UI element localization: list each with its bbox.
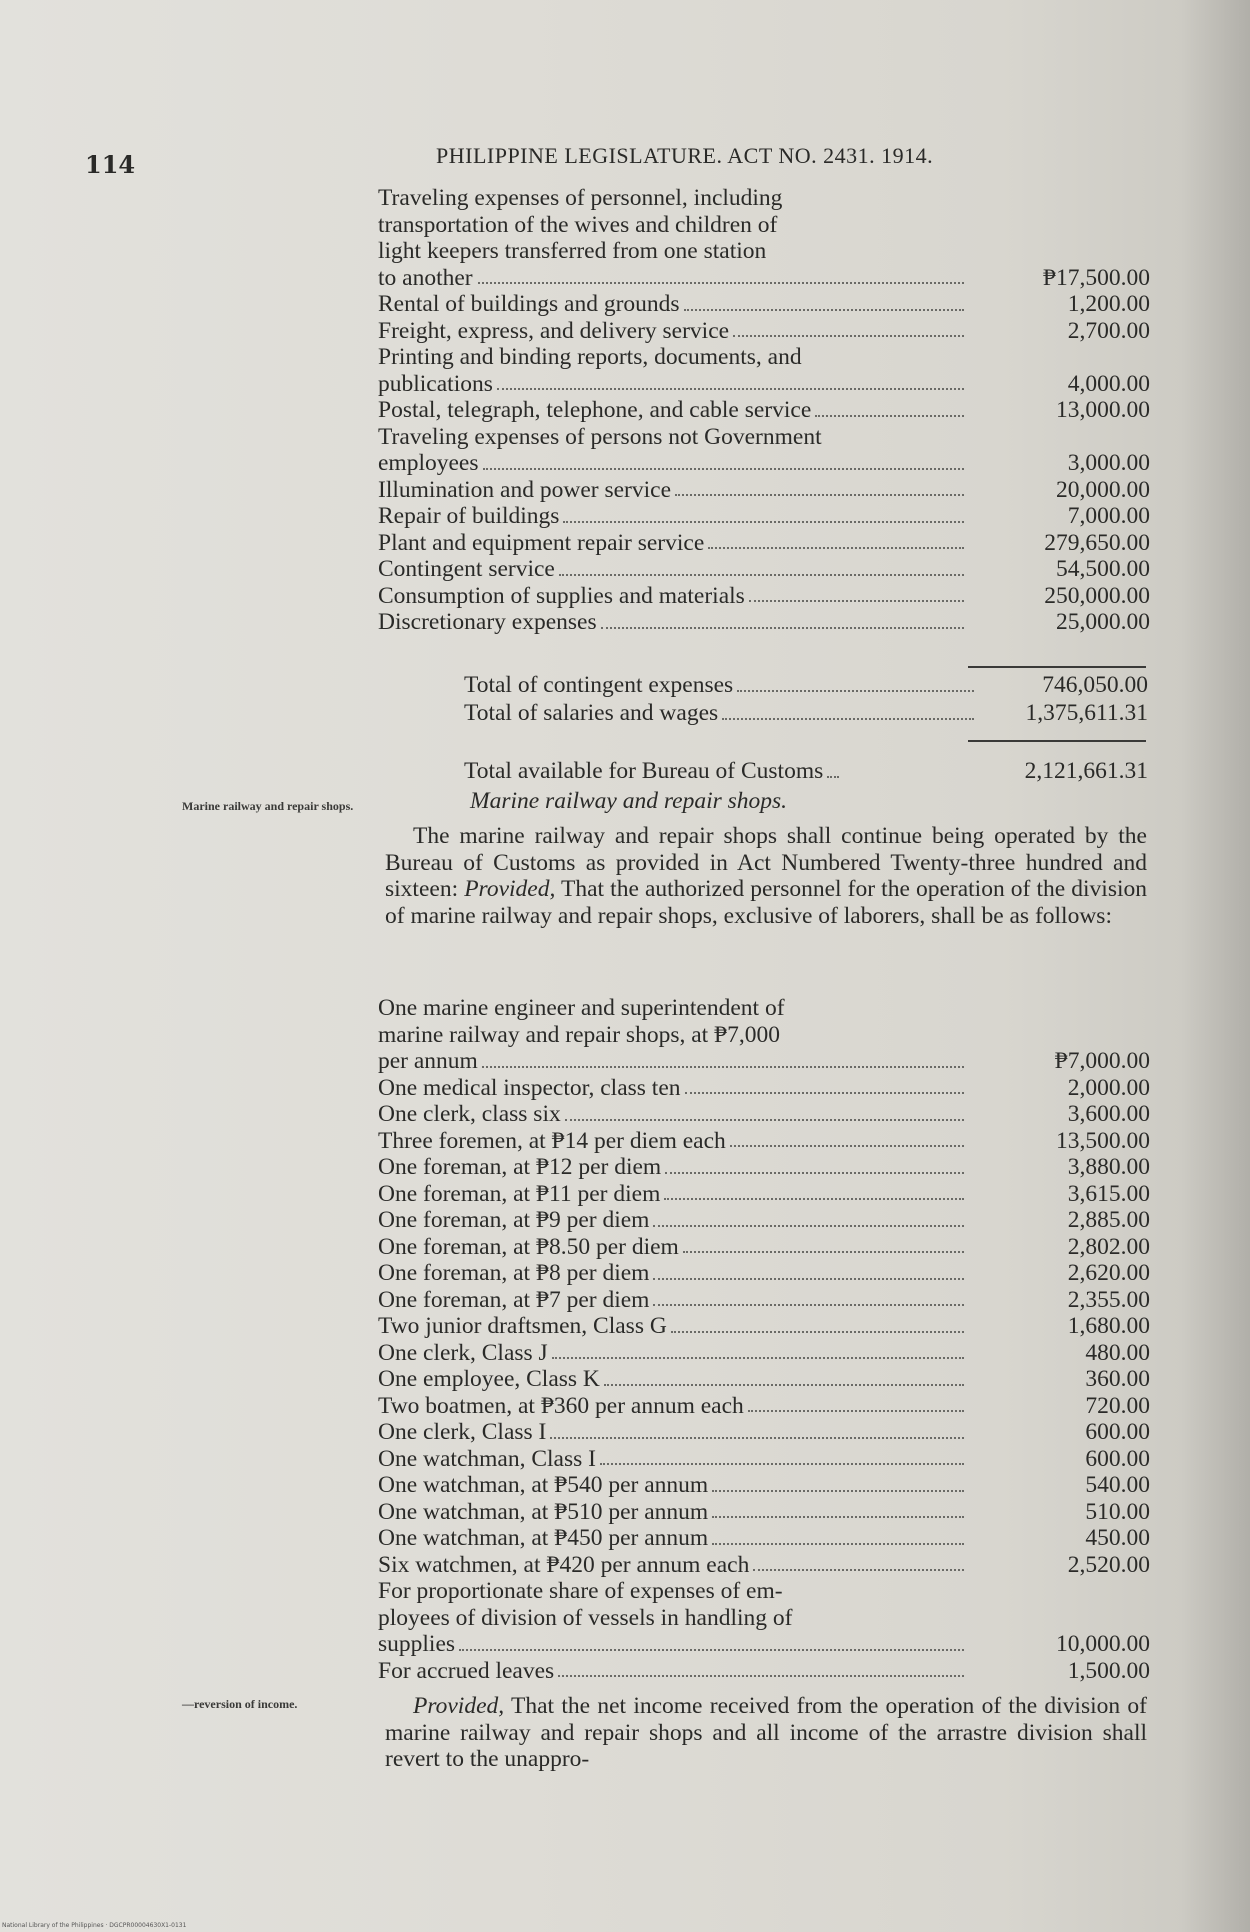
contingent-item-label-line: transportation of the wives and children of bbox=[378, 211, 778, 238]
leader-dots bbox=[600, 1463, 964, 1465]
leader-dots bbox=[565, 1119, 964, 1121]
contingent-item-label: Postal, telegraph, telephone, and cable service bbox=[378, 397, 812, 423]
marine-item-amount: 2,520.00 bbox=[1067, 1551, 1150, 1578]
contingent-item-amount: 3,000.00 bbox=[1067, 450, 1150, 476]
marine-item-label: One watchman, at ₱540 per annum bbox=[378, 1472, 709, 1498]
contingent-item-amount: 4,000.00 bbox=[1067, 370, 1150, 397]
contingent-item-amount: 1,200.00 bbox=[1067, 291, 1150, 317]
marine-item-label-line: One marine engineer and superintendent of bbox=[378, 995, 785, 1021]
leader-dots bbox=[737, 690, 974, 692]
marine-item-amount: 720.00 bbox=[1085, 1392, 1150, 1419]
footer-note: National Library of the Philippines · DGCPR00004630X1-0131 bbox=[2, 1922, 187, 1929]
leader-dots bbox=[712, 1516, 964, 1518]
page-edge-shadow bbox=[1180, 0, 1250, 1932]
contingent-item-label: to another bbox=[378, 264, 473, 291]
contingent-item-label-line: light keepers transferred from one station bbox=[378, 238, 767, 264]
leader-dots bbox=[753, 1569, 964, 1571]
marine-item-amount: 450.00 bbox=[1085, 1525, 1150, 1551]
leader-dots bbox=[749, 600, 964, 602]
contingent-item-label: Consumption of supplies and materials bbox=[378, 582, 745, 609]
marine-item-label: One foreman, at ₱12 per diem bbox=[378, 1154, 662, 1180]
contingent-item-label-line: Traveling expenses of persons not Government bbox=[378, 423, 822, 450]
marine-item-row bbox=[378, 995, 1150, 1075]
contingent-item-label-line: Printing and binding reports, documents, and bbox=[378, 344, 802, 370]
contingent-item-amount: 20,000.00 bbox=[1056, 476, 1150, 503]
marine-item-amount: 540.00 bbox=[1085, 1472, 1150, 1498]
marine-item-amount: 600.00 bbox=[1085, 1419, 1150, 1445]
leader-dots bbox=[653, 1278, 964, 1280]
contingent-item-row bbox=[378, 344, 1150, 397]
marine-item-row bbox=[378, 1313, 1150, 1340]
marine-item-amount: 3,615.00 bbox=[1067, 1180, 1150, 1207]
marine-paragraph-text-1: The marine railway and repair shops shall continue being operated by the Bureau of Customs as provided in Act Numbered Twenty-three hundred and sixteen: bbox=[385, 823, 1147, 902]
total-contingent-amount: 746,050.00 bbox=[1042, 672, 1148, 698]
marine-item-label: One watchman, at ₱510 per annum bbox=[378, 1498, 709, 1525]
marine-item-row bbox=[378, 1340, 1150, 1367]
leader-dots bbox=[559, 574, 964, 576]
marine-item-label: Two boatmen, at ₱360 per annum each bbox=[378, 1392, 744, 1419]
marine-item-row bbox=[378, 1552, 1150, 1579]
section-heading-marine: Marine railway and repair shops. bbox=[470, 788, 788, 814]
leader-dots bbox=[601, 627, 964, 629]
contingent-item-label: Discretionary expenses bbox=[378, 609, 597, 635]
contingent-item-label: Illumination and power service bbox=[378, 476, 672, 503]
total-bureau-line bbox=[464, 758, 1148, 785]
leader-dots bbox=[730, 1145, 964, 1147]
marine-item-row bbox=[378, 1128, 1150, 1155]
contingent-item-label: Contingent service bbox=[378, 556, 555, 582]
leader-dots bbox=[552, 1357, 964, 1359]
leader-dots bbox=[653, 1304, 964, 1306]
marine-item-label: One clerk, class six bbox=[378, 1101, 561, 1127]
contingent-item-amount: 54,500.00 bbox=[1056, 556, 1150, 582]
leader-dots bbox=[815, 415, 964, 417]
marine-item-amount: 360.00 bbox=[1085, 1366, 1150, 1392]
contingent-item-label: Rental of buildings and grounds bbox=[378, 291, 680, 317]
marine-item-amount: 2,802.00 bbox=[1067, 1233, 1150, 1260]
marine-item-label: One employee, Class K bbox=[378, 1366, 600, 1392]
marine-personnel-list bbox=[378, 995, 1150, 1684]
leader-dots bbox=[653, 1225, 964, 1227]
marine-item-label: One watchman, Class I bbox=[378, 1445, 596, 1472]
marine-item-label-line: For proportionate share of expenses of em- bbox=[378, 1578, 783, 1604]
leader-dots bbox=[664, 1198, 964, 1200]
marine-item-label: One foreman, at ₱8 per diem bbox=[378, 1260, 650, 1286]
marine-item-row bbox=[378, 1207, 1150, 1234]
marine-item-amount: 2,620.00 bbox=[1067, 1260, 1150, 1286]
contingent-item-row bbox=[378, 530, 1150, 557]
marine-item-row bbox=[378, 1419, 1150, 1446]
leader-dots bbox=[478, 282, 964, 284]
sidenote-reversion: —reversion of income. bbox=[182, 1697, 298, 1711]
marine-item-amount: 2,355.00 bbox=[1067, 1286, 1150, 1313]
leader-dots bbox=[497, 388, 964, 390]
marine-item-amount: 2,885.00 bbox=[1067, 1207, 1150, 1233]
marine-item-row bbox=[378, 1260, 1150, 1287]
contingent-item-label: Freight, express, and delivery service bbox=[378, 317, 730, 344]
marine-item-amount: 3,600.00 bbox=[1067, 1101, 1150, 1127]
marine-item-row bbox=[378, 1525, 1150, 1552]
leader-dots bbox=[712, 1543, 964, 1545]
leader-dots bbox=[685, 1092, 965, 1094]
contingent-item-label: employees bbox=[378, 450, 479, 476]
contingent-item-row bbox=[378, 318, 1150, 345]
marine-item-label: One medical inspector, class ten bbox=[378, 1074, 681, 1101]
marine-item-row bbox=[378, 1393, 1150, 1420]
marine-item-label: per annum bbox=[378, 1048, 478, 1074]
total-rule-1 bbox=[968, 666, 1146, 668]
leader-dots bbox=[733, 335, 964, 337]
marine-item-label: For accrued leaves bbox=[378, 1657, 555, 1684]
marine-item-label: One foreman, at ₱9 per diem bbox=[378, 1207, 650, 1233]
marine-item-row bbox=[378, 1181, 1150, 1208]
contingent-item-label: Repair of buildings bbox=[378, 503, 560, 529]
contingent-expenses-list bbox=[378, 185, 1150, 636]
contingent-item-row bbox=[378, 583, 1150, 610]
total-bureau-amount: 2,121,661.31 bbox=[1024, 758, 1148, 784]
leader-dots bbox=[675, 494, 964, 496]
marine-item-row bbox=[378, 1234, 1150, 1261]
marine-item-amount: 1,500.00 bbox=[1067, 1657, 1150, 1684]
total-contingent-label: Total of contingent expenses bbox=[464, 672, 734, 698]
total-bureau-label: Total available for Bureau of Customs bbox=[464, 758, 824, 784]
reversion-provided: Provided, bbox=[413, 1693, 505, 1719]
leader-dots bbox=[722, 718, 974, 720]
contingent-item-amount: ₱17,500.00 bbox=[1042, 264, 1150, 291]
marine-item-amount: 1,680.00 bbox=[1067, 1313, 1150, 1339]
marine-item-label: One clerk, Class I bbox=[378, 1419, 547, 1445]
marine-item-row bbox=[378, 1499, 1150, 1526]
marine-item-row bbox=[378, 1154, 1150, 1181]
marine-item-label: Six watchmen, at ₱420 per annum each bbox=[378, 1551, 750, 1578]
leader-dots bbox=[604, 1384, 964, 1386]
sidenote-marine-railway: Marine railway and repair shops. bbox=[182, 799, 354, 813]
marine-item-label: supplies bbox=[378, 1631, 456, 1657]
marine-item-row bbox=[378, 1366, 1150, 1393]
total-salaries-line bbox=[464, 700, 1148, 727]
marine-item-label-line: ployees of division of vessels in handling of bbox=[378, 1604, 793, 1631]
marine-paragraph bbox=[385, 823, 1147, 929]
leader-dots bbox=[683, 1251, 964, 1253]
contingent-item-amount: 250,000.00 bbox=[1044, 582, 1150, 609]
contingent-item-row bbox=[378, 477, 1150, 504]
leader-dots bbox=[671, 1331, 964, 1333]
marine-item-amount: ₱7,000.00 bbox=[1054, 1048, 1150, 1074]
marine-item-amount: 600.00 bbox=[1085, 1445, 1150, 1472]
marine-item-label: One foreman, at ₱7 per diem bbox=[378, 1286, 650, 1313]
leader-dots bbox=[563, 521, 964, 523]
marine-item-amount: 510.00 bbox=[1085, 1498, 1150, 1525]
leader-dots bbox=[482, 1066, 964, 1068]
contingent-item-amount: 2,700.00 bbox=[1067, 317, 1150, 344]
reversion-text: That the net income received from the operation of the division of marine railway and repair shops and all income of the arrastre division shall revert to the unappro- bbox=[385, 1693, 1147, 1772]
leader-dots bbox=[712, 1490, 964, 1492]
marine-item-row bbox=[378, 1075, 1150, 1102]
running-head: PHILIPPINE LEGISLATURE. ACT NO. 2431. 1914. bbox=[436, 143, 934, 168]
marine-item-amount: 10,000.00 bbox=[1056, 1631, 1150, 1657]
marine-item-row bbox=[378, 1287, 1150, 1314]
marine-item-label-line: marine railway and repair shops, at ₱7,000 bbox=[378, 1021, 781, 1048]
marine-paragraph-text-2: That the authorized personnel for the operation of the division of marine railway and repair shops, exclusive of laborers, shall be as follows: bbox=[385, 876, 1147, 929]
marine-item-row bbox=[378, 1578, 1150, 1658]
marine-item-label: One clerk, Class J bbox=[378, 1339, 548, 1366]
marine-item-row bbox=[378, 1446, 1150, 1473]
marine-item-amount: 2,000.00 bbox=[1067, 1074, 1150, 1101]
leader-dots bbox=[708, 547, 964, 549]
leader-dots bbox=[827, 776, 839, 778]
leader-dots bbox=[550, 1437, 964, 1439]
leader-dots bbox=[684, 309, 964, 311]
marine-item-row bbox=[378, 1472, 1150, 1499]
marine-item-label: One watchman, at ₱450 per annum bbox=[378, 1525, 709, 1551]
leader-dots bbox=[665, 1172, 964, 1174]
leader-dots bbox=[748, 1410, 964, 1412]
contingent-item-amount: 25,000.00 bbox=[1056, 609, 1150, 635]
marine-paragraph-provided: Provided, bbox=[464, 876, 556, 902]
leader-dots bbox=[558, 1675, 964, 1677]
contingent-item-row bbox=[378, 291, 1150, 318]
marine-item-amount: 3,880.00 bbox=[1067, 1154, 1150, 1180]
total-contingent-line bbox=[464, 672, 1148, 699]
contingent-item-amount: 279,650.00 bbox=[1044, 529, 1150, 556]
contingent-item-row bbox=[378, 503, 1150, 530]
marine-item-label: One foreman, at ₱8.50 per diem bbox=[378, 1233, 679, 1260]
contingent-item-row bbox=[378, 424, 1150, 477]
total-rule-2 bbox=[968, 740, 1146, 742]
contingent-item-amount: 7,000.00 bbox=[1067, 503, 1150, 529]
contingent-item-row bbox=[378, 185, 1150, 291]
marine-item-label: Three foremen, at ₱14 per diem each bbox=[378, 1127, 726, 1154]
marine-item-row bbox=[378, 1101, 1150, 1128]
contingent-item-row bbox=[378, 556, 1150, 583]
leader-dots bbox=[483, 468, 965, 470]
contingent-item-label-line: Traveling expenses of personnel, including bbox=[378, 185, 783, 211]
total-salaries-amount: 1,375,611.31 bbox=[1025, 700, 1148, 726]
total-salaries-label: Total of salaries and wages bbox=[464, 700, 719, 726]
marine-item-row bbox=[378, 1658, 1150, 1685]
leader-dots bbox=[459, 1649, 964, 1651]
contingent-item-amount: 13,000.00 bbox=[1056, 397, 1150, 423]
reversion-paragraph bbox=[385, 1693, 1147, 1773]
marine-item-amount: 13,500.00 bbox=[1056, 1127, 1150, 1154]
contingent-item-row bbox=[378, 397, 1150, 424]
marine-item-label: One foreman, at ₱11 per diem bbox=[378, 1180, 661, 1207]
contingent-item-row bbox=[378, 609, 1150, 636]
page-number: 114 bbox=[85, 150, 136, 179]
marine-item-amount: 480.00 bbox=[1085, 1339, 1150, 1366]
marine-item-label: Two junior draftsmen, Class G bbox=[378, 1313, 667, 1339]
contingent-item-label: Plant and equipment repair service bbox=[378, 529, 705, 556]
contingent-item-label: publications bbox=[378, 370, 493, 397]
